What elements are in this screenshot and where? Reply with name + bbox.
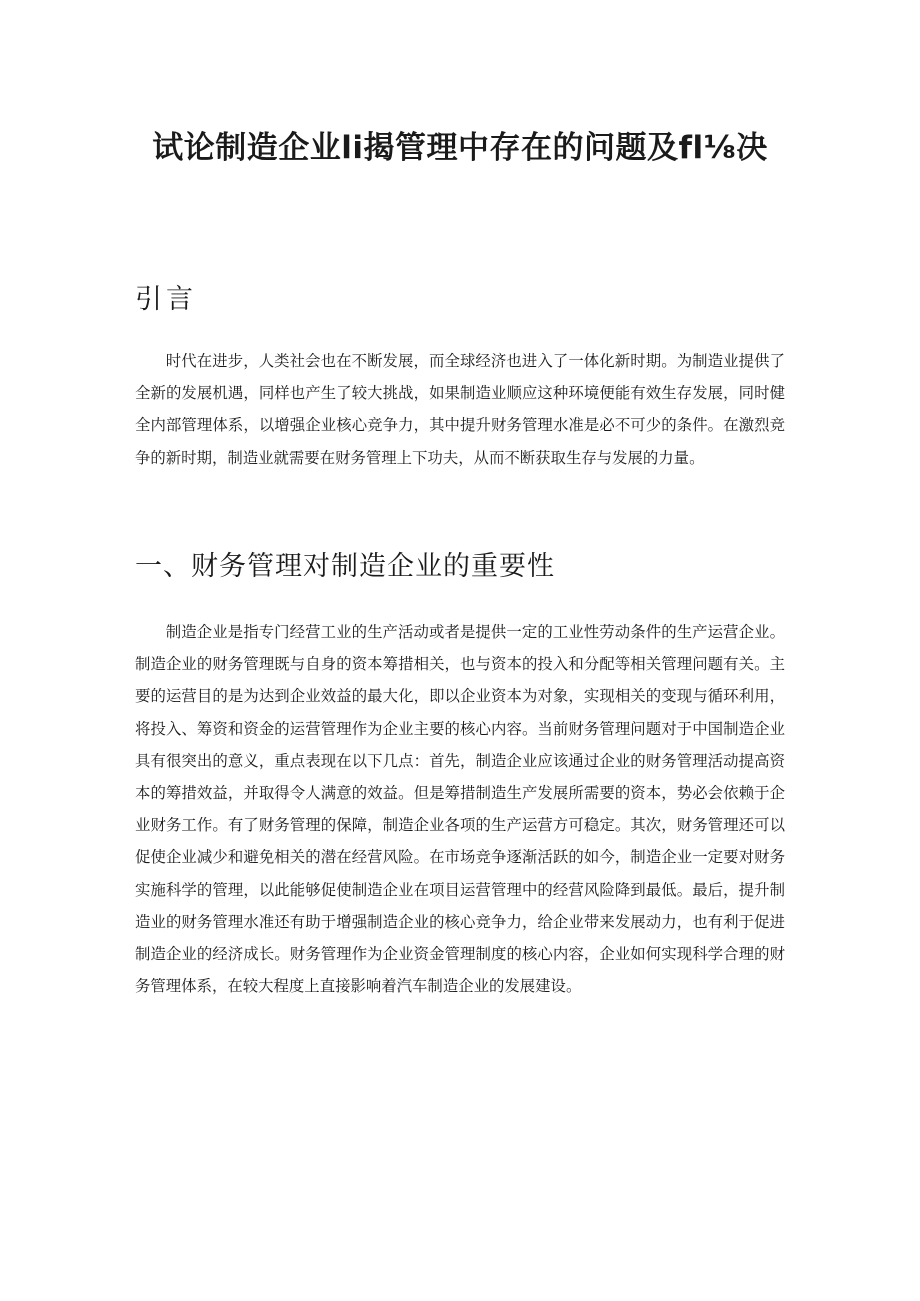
introduction-paragraph: 时代在进步，人类社会也在不断发展，而全球经济也进入了一体化新时期。为制造业提供了全新的发展机遇，同样也产生了较大挑战，如果制造业顺应这种环境便能有效生存发展，同时健全内部管理体系，以增强企业核心竞争力，其中提升财务管理水准是必不可少的条件。在激烈竞争的新时期，制造业就需要在财务管理上下功夫，从而不断获取生存与发展的力量。	[135, 352, 785, 467]
importance-paragraph: 制造企业是指专门经营工业的生产活动或者是提供一定的工业性劳动条件的生产运营企业。制造企业的财务管理既与自身的资本筹措相关，也与资本的投入和分配等相关管理问题有关。主要的运营目的是为达到企业效益的最大化，即以企业资本为对象，实现相关的变现与循环利用，将投入、筹资和资金的运营管理作为企业主要的核心内容。当前财务管理问题对于中国制造企业具有很突出的意义，重点表现在以下几点：首先，制造企业应该通过企业的财务管理活动提高资本的筹措效益，并取得令人满意的效益。但是筹措制造生产发展所需要的资本，势必会依赖于企业财务工作。有了财务管理的保障，制造企业各项的生产运营方可稳定。其次，财务管理还可以促使企业减少和避免相关的潜在经营风险。在市场竞争逐渐活跃的如今，制造企业一定要对财务实施科学的管理，以此能够促使制造企业在项目运营管理中的经营风险降到最低。最后，提升制造业的财务管理水准还有助于增强制造企业的核心竞争力，给企业带来发展动力，也有利于促进制造企业的经济成长。财务管理作为企业资金管理制度的核心内容，企业如何实现科学合理的财务管理体系，在较大程度上直接影响着汽车制造企业的发展建设。	[135, 623, 785, 996]
document-title: 试论制造企业li揭管理中存在的问题及fl⅛决	[152, 130, 768, 166]
section-heading-introduction: 引言	[135, 284, 197, 315]
section-heading-importance: 一、财务管理对制造企业的重要性	[135, 551, 555, 582]
